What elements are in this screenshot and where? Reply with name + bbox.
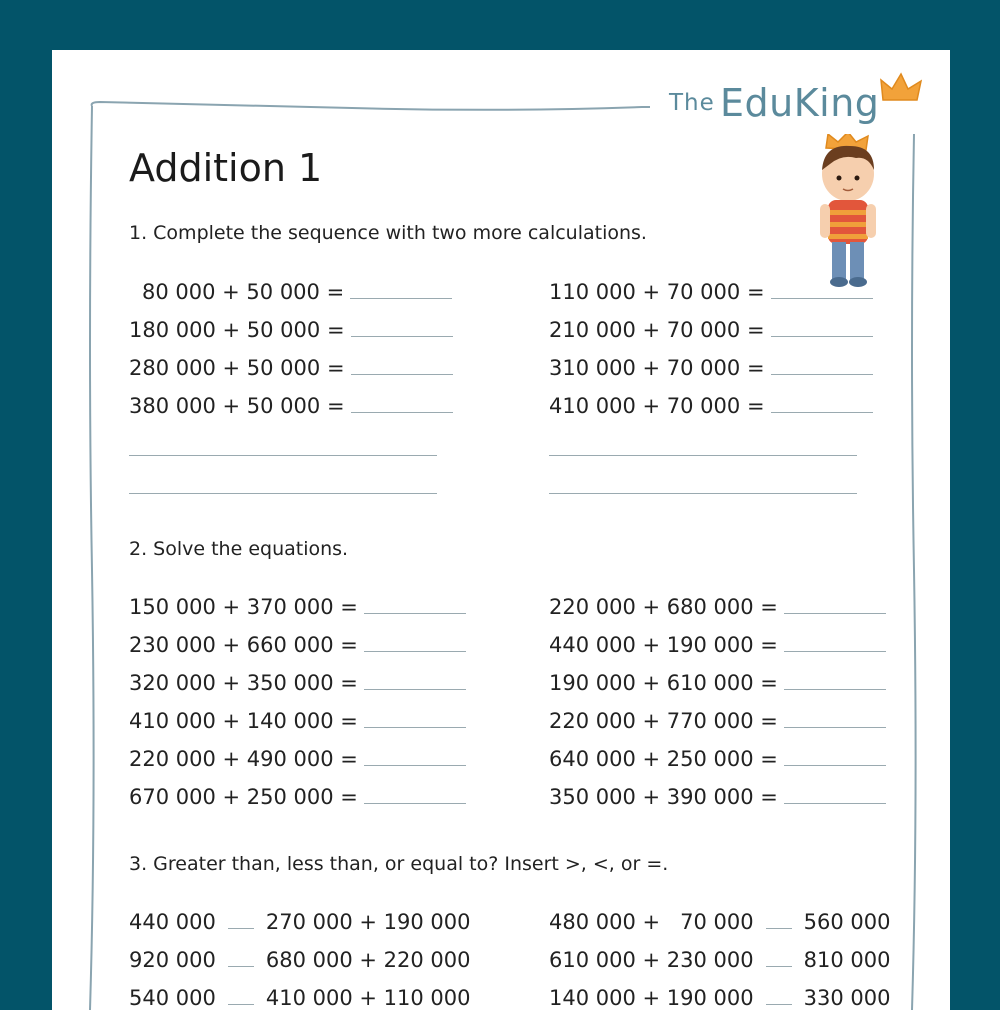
answer-blank[interactable] (771, 394, 873, 413)
symbol-blank[interactable] (766, 952, 792, 967)
s1-right-row: 110 000 + 70 000 = (549, 280, 873, 304)
answer-blank[interactable] (364, 747, 466, 766)
logo-name: EduKing (720, 81, 880, 125)
answer-blank[interactable] (364, 671, 466, 690)
answer-blank[interactable] (364, 709, 466, 728)
answer-blank[interactable] (771, 318, 873, 337)
s2-left-row: 670 000 + 250 000 = (129, 785, 466, 809)
answer-blank[interactable] (784, 671, 886, 690)
answer-blank[interactable] (784, 633, 886, 652)
s3-left-row: 540 000 410 000 + 110 000 (129, 986, 471, 1010)
section2-instruction: 2. Solve the equations. (129, 538, 349, 560)
s1-left-row: 80 000 + 50 000 = (142, 280, 452, 304)
write-line[interactable] (129, 455, 437, 456)
s3-right-row: 480 000 + 70 000 560 000 (549, 910, 891, 934)
s2-right-row: 220 000 + 770 000 = (549, 709, 886, 733)
answer-blank[interactable] (784, 709, 886, 728)
crown-icon (879, 72, 923, 106)
section3-instruction: 3. Greater than, less than, or equal to? Insert >, <, or =. (129, 853, 669, 875)
s2-right-row: 190 000 + 610 000 = (549, 671, 886, 695)
eduking-logo (667, 78, 927, 134)
answer-blank[interactable] (784, 785, 886, 804)
boy-illustration (812, 134, 884, 290)
answer-blank[interactable] (364, 595, 466, 614)
answer-blank[interactable] (771, 280, 873, 299)
answer-blank[interactable] (364, 785, 466, 804)
s2-left-row: 410 000 + 140 000 = (129, 709, 466, 733)
symbol-blank[interactable] (766, 990, 792, 1005)
s3-right-row: 140 000 + 190 000 330 000 (549, 986, 891, 1010)
answer-blank[interactable] (784, 747, 886, 766)
symbol-blank[interactable] (228, 990, 254, 1005)
symbol-blank[interactable] (228, 914, 254, 929)
symbol-blank[interactable] (766, 914, 792, 929)
s1-left-row: 280 000 + 50 000 = (129, 356, 453, 380)
s3-left-row: 920 000 680 000 + 220 000 (129, 948, 471, 972)
write-line[interactable] (549, 493, 857, 494)
s1-right-row: 410 000 + 70 000 = (549, 394, 873, 418)
write-line[interactable] (129, 493, 437, 494)
logo-the: The (669, 90, 715, 116)
answer-blank[interactable] (351, 394, 453, 413)
s2-right-row: 220 000 + 680 000 = (549, 595, 886, 619)
s1-right-row: 310 000 + 70 000 = (549, 356, 873, 380)
s3-right-row: 610 000 + 230 000 810 000 (549, 948, 891, 972)
answer-blank[interactable] (351, 318, 453, 337)
worksheet-page (52, 50, 950, 1010)
s2-right-row: 350 000 + 390 000 = (549, 785, 886, 809)
s1-right-row: 210 000 + 70 000 = (549, 318, 873, 342)
s1-left-row: 380 000 + 50 000 = (129, 394, 453, 418)
s2-right-row: 440 000 + 190 000 = (549, 633, 886, 657)
s2-right-row: 640 000 + 250 000 = (549, 747, 886, 771)
s2-left-row: 230 000 + 660 000 = (129, 633, 466, 657)
answer-blank[interactable] (784, 595, 886, 614)
section1-instruction: 1. Complete the sequence with two more calculations. (129, 222, 647, 244)
s2-left-row: 150 000 + 370 000 = (129, 595, 466, 619)
answer-blank[interactable] (364, 633, 466, 652)
symbol-blank[interactable] (228, 952, 254, 967)
s2-left-row: 220 000 + 490 000 = (129, 747, 466, 771)
s3-left-row: 440 000 270 000 + 190 000 (129, 910, 471, 934)
s1-left-row: 180 000 + 50 000 = (129, 318, 453, 342)
worksheet-title: Addition 1 (129, 146, 323, 190)
answer-blank[interactable] (351, 356, 453, 375)
write-line[interactable] (549, 455, 857, 456)
answer-blank[interactable] (350, 280, 452, 299)
answer-blank[interactable] (771, 356, 873, 375)
s2-left-row: 320 000 + 350 000 = (129, 671, 466, 695)
